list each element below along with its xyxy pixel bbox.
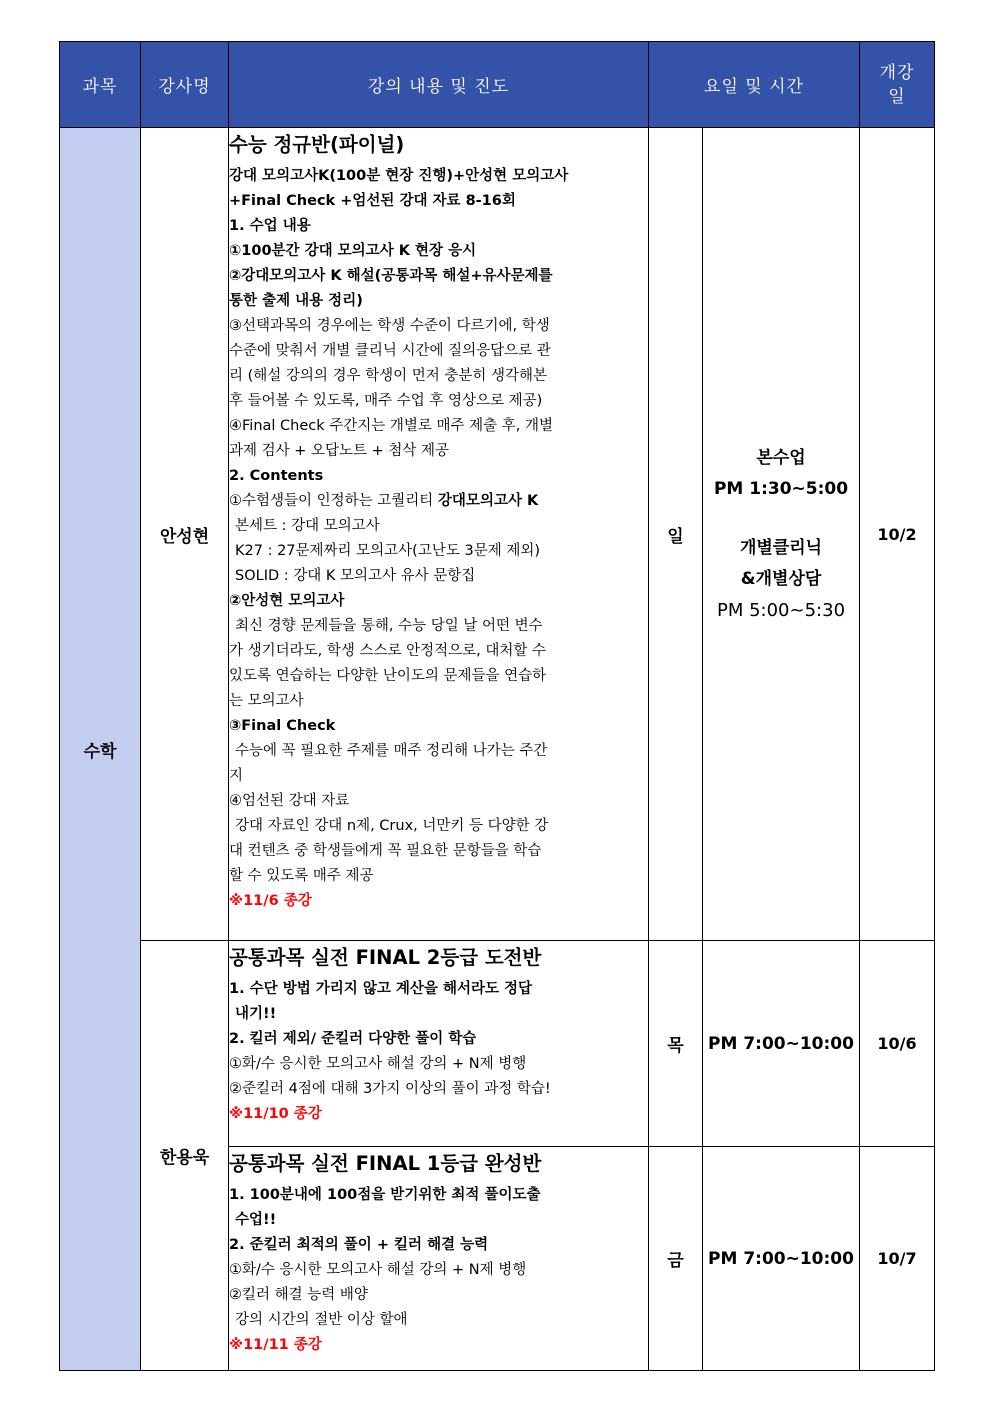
content-line: ①화/수 응시한 모의고사 해설 강의 + N제 병행 xyxy=(229,1262,527,1278)
content-line: 과제 검사 + 오답노트 + 첨삭 제공 xyxy=(229,443,450,459)
course-row xyxy=(60,128,935,941)
time-line: PM 1:30~5:00 xyxy=(713,478,849,499)
content-line: ②킬러 해결 능력 배양 xyxy=(229,1287,368,1303)
content-line: 리 (해설 강의의 경우 학생이 먼저 충분히 생각해본 xyxy=(229,368,548,384)
course-content xyxy=(229,1147,649,1371)
header-open-line1: 개강 xyxy=(879,62,915,83)
content-line: 1. 100분내에 100점을 받기위한 최적 풀이도출 xyxy=(229,1187,541,1203)
header-teacher: 강사명 xyxy=(141,42,229,128)
content-line xyxy=(229,489,648,514)
day-cell: 일 xyxy=(649,128,703,941)
day-cell: 목 xyxy=(649,941,703,1147)
course-content xyxy=(229,941,649,1147)
end-date-note: ※11/11 종강 xyxy=(229,1337,322,1353)
content-line: ④Final Check 주간지는 개별로 매주 제출 후, 개별 xyxy=(229,418,553,434)
content-line: 2. 준킬러 최적의 풀이 + 킬러 해결 능력 xyxy=(229,1237,489,1253)
time-cell xyxy=(703,128,860,941)
teacher-cell: 한용욱 xyxy=(141,941,229,1371)
start-date-cell: 10/7 xyxy=(860,1147,935,1371)
content-line: ③선택과목의 경우에는 학생 수준이 다르기에, 학생 xyxy=(229,318,550,334)
content-line: 통한 출제 내용 정리) xyxy=(229,293,363,309)
day-cell: 금 xyxy=(649,1147,703,1371)
content-line: 있도록 연습하는 다양한 난이도의 문제들을 연습하 xyxy=(229,668,547,684)
end-date-note: ※11/10 종강 xyxy=(229,1106,322,1122)
schedule-table xyxy=(59,41,935,1371)
content-line: 1. 수단 방법 가리지 않고 계산을 해서라도 정답 xyxy=(229,981,533,997)
content-line: ③Final Check xyxy=(229,718,336,734)
content-line-part: ①수험생들이 인정하는 고퀄리티 xyxy=(229,493,438,509)
header-row xyxy=(60,42,935,128)
header-schedule: 요일 및 시간 xyxy=(649,42,860,128)
content-line: SOLID : 강대 K 모의고사 유사 문항집 xyxy=(235,568,476,584)
end-date-note: ※11/6 종강 xyxy=(229,893,312,909)
time-line: PM 5:00~5:30 xyxy=(716,599,846,621)
content-line: 할 수 있도록 매주 제공 xyxy=(229,868,374,884)
content-line: 수업!! xyxy=(235,1212,277,1228)
course-title: 공통과목 실전 FINAL 1등급 완성반 xyxy=(229,1152,542,1175)
time-line: 본수업 xyxy=(756,447,806,468)
course-row xyxy=(60,941,935,1147)
subject-cell: 수학 xyxy=(60,128,141,1371)
content-line: ①화/수 응시한 모의고사 해설 강의 + N제 병행 xyxy=(229,1056,527,1072)
time-cell: PM 7:00~10:00 xyxy=(703,941,860,1147)
content-line: ②준킬러 4점에 대해 3가지 이상의 풀이 과정 학습! xyxy=(229,1081,551,1097)
content-line: ④엄선된 강대 자료 xyxy=(229,793,350,809)
time-line: 개별클리닉 xyxy=(739,537,823,558)
content-line: +Final Check +엄선된 강대 자료 8-16회 xyxy=(229,193,516,209)
content-line: 는 모의고사 xyxy=(229,693,304,709)
content-line: 수준에 맞춰서 개별 클리닉 시간에 질의응답으로 관 xyxy=(229,343,551,359)
teacher-cell: 안성현 xyxy=(141,128,229,941)
course-title: 수능 정규반(파이널) xyxy=(229,133,405,156)
content-line: 최신 경향 문제들을 통해, 수능 당일 날 어떤 변수 xyxy=(235,618,543,634)
content-line: 1. 수업 내용 xyxy=(229,218,311,234)
content-line: ①100분간 강대 모의고사 K 현장 응시 xyxy=(229,243,477,259)
content-line: 대 컨텐츠 중 학생들에게 꼭 필요한 문항들을 학습 xyxy=(229,843,542,859)
header-subject: 과목 xyxy=(60,42,141,128)
content-line: 2. 킬러 제외/ 준킬러 다양한 풀이 학습 xyxy=(229,1031,477,1047)
start-date-cell: 10/6 xyxy=(860,941,935,1147)
content-line: 후 들어볼 수 있도록, 매주 수업 후 영상으로 제공) xyxy=(229,393,543,409)
content-line: 내기!! xyxy=(235,1006,277,1022)
start-date-cell: 10/2 xyxy=(860,128,935,941)
course-content xyxy=(229,128,649,941)
header-open-line2: 일 xyxy=(888,86,906,107)
content-line: K27 : 27문제짜리 모의고사(고난도 3문제 제외) xyxy=(235,543,540,559)
content-line: 강의 시간의 절반 이상 할애 xyxy=(235,1312,408,1328)
time-line: &개별상담 xyxy=(740,568,822,589)
content-line: ②안성현 모의고사 xyxy=(229,593,345,609)
content-line: 지 xyxy=(229,768,244,784)
content-line: 강대 자료인 강대 n제, Crux, 너만키 등 다양한 강 xyxy=(235,818,549,834)
course-title: 공통과목 실전 FINAL 2등급 도전반 xyxy=(229,946,542,969)
time-cell: PM 7:00~10:00 xyxy=(703,1147,860,1371)
time-gap xyxy=(703,505,859,533)
content-line: 가 생기더라도, 학생 스스로 안정적으로, 대처할 수 xyxy=(229,643,547,659)
content-line: 수능에 꼭 필요한 주제를 매주 정리해 나가는 주간 xyxy=(235,743,548,759)
content-line: ②강대모의고사 K 해설(공통과목 해설+유사문제를 xyxy=(229,268,553,284)
content-line: 2. Contents xyxy=(229,468,324,484)
header-content: 강의 내용 및 진도 xyxy=(229,42,649,128)
content-line-bold-part: 강대모의고사 K xyxy=(437,493,539,509)
header-open-date xyxy=(860,42,935,128)
content-line: 본세트 : 강대 모의고사 xyxy=(235,518,380,534)
content-line: 강대 모의고사K(100분 현장 진행)+안성현 모의고사 xyxy=(229,168,569,184)
